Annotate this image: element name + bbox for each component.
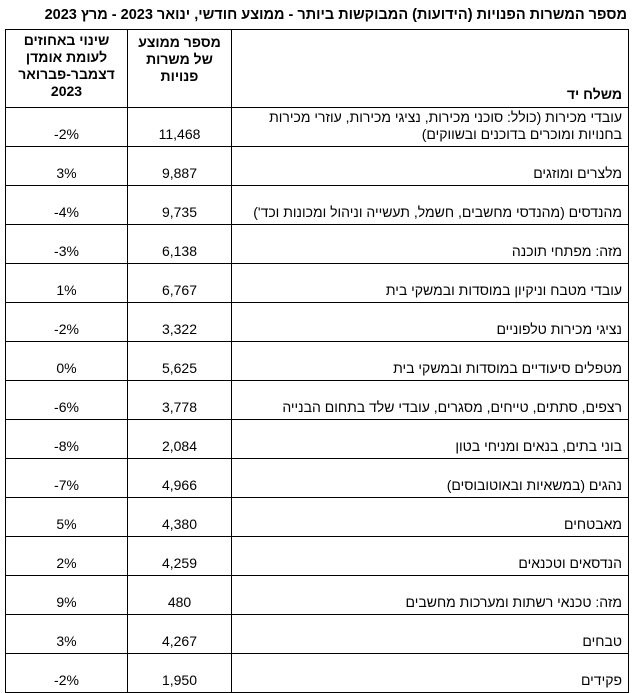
table-row [6,381,629,420]
header-pct-change: שינוי באחוזים לעומת אומדן דצמבר-פברואר 2023 [6,30,128,108]
table-row [6,225,629,264]
occupation-cell: נהגים (במשאיות ובאוטובוסים) [232,459,629,498]
occupation-cell: בוני בתים, בנאים ומניחי בטון [232,420,629,459]
table-row [6,537,629,576]
header-avg-vacancies: מספר ממוצע של משרות פנויות [128,30,232,108]
pct-change-cell: -2% [6,654,128,693]
avg-vacancies-cell: 4,966 [128,459,232,498]
occupation-cell: פקידים [232,654,629,693]
table-row [6,654,629,693]
pct-change-cell: 3% [6,615,128,654]
page-title: מספר המשרות הפנויות (הידועות) המבוקשות ביותר - ממוצע חודשי, ינואר 2023 - מרץ 2023 [44,7,627,23]
occupation-cell: מזה: מפתחי תוכנה [232,225,629,264]
occupation-cell: מאבטחים [232,498,629,537]
occupation-cell: רצפים, סתתים, טייחים, מסגרים, עובדי שלד בתחום הבנייה [232,381,629,420]
table-row [6,420,629,459]
pct-change-cell: 2% [6,537,128,576]
table-row [6,615,629,654]
pct-change-cell: -4% [6,186,128,225]
header-occupation: משלח יד [232,30,629,108]
table-row [6,342,629,381]
avg-vacancies-cell: 9,887 [128,147,232,186]
occupation-cell: מהנדסים (מהנדסי מחשבים, חשמל, תעשייה וניהול ומכונות וכד') [232,186,629,225]
pct-change-cell: -8% [6,420,128,459]
header-row [6,30,629,108]
occupation-cell: הנדסאים וטכנאים [232,537,629,576]
pct-change-cell: 3% [6,147,128,186]
occupation-cell: מלצרים ומוזגים [232,147,629,186]
pct-change-cell: 5% [6,498,128,537]
avg-vacancies-cell: 6,767 [128,264,232,303]
pct-change-cell: -7% [6,459,128,498]
pct-change-cell: -2% [6,108,128,147]
occupation-cell: עובדי מטבח וניקיון במוסדות ובמשקי בית [232,264,629,303]
table-row [6,108,629,147]
table-row [6,459,629,498]
avg-vacancies-cell: 4,259 [128,537,232,576]
avg-vacancies-cell: 480 [128,576,232,615]
pct-change-cell: 0% [6,342,128,381]
avg-vacancies-cell: 5,625 [128,342,232,381]
vacancies-table [5,29,629,693]
avg-vacancies-cell: 6,138 [128,225,232,264]
occupation-cell: עובדי מכירות (כולל: סוכני מכירות, נציגי מכירות, עוזרי מכירות בחנויות ומוכרים בדוכנים ובשווקים) [232,108,629,147]
avg-vacancies-cell: 3,322 [128,303,232,342]
avg-vacancies-cell: 9,735 [128,186,232,225]
occupation-cell: נציגי מכירות טלפוניים [232,303,629,342]
table-row [6,498,629,537]
avg-vacancies-cell: 1,950 [128,654,232,693]
pct-change-cell: 9% [6,576,128,615]
avg-vacancies-cell: 2,084 [128,420,232,459]
pct-change-cell: -6% [6,381,128,420]
avg-vacancies-cell: 4,380 [128,498,232,537]
occupation-cell: טבחים [232,615,629,654]
table-row [6,147,629,186]
table-row [6,303,629,342]
avg-vacancies-cell: 3,778 [128,381,232,420]
avg-vacancies-cell: 11,468 [128,108,232,147]
pct-change-cell: -2% [6,303,128,342]
occupation-cell: מזה: טכנאי רשתות ומערכות מחשבים [232,576,629,615]
table-row [6,186,629,225]
pct-change-cell: -3% [6,225,128,264]
pct-change-cell: 1% [6,264,128,303]
avg-vacancies-cell: 4,267 [128,615,232,654]
table-row [6,264,629,303]
occupation-cell: מטפלים סיעודיים במוסדות ובמשקי בית [232,342,629,381]
table-row [6,576,629,615]
